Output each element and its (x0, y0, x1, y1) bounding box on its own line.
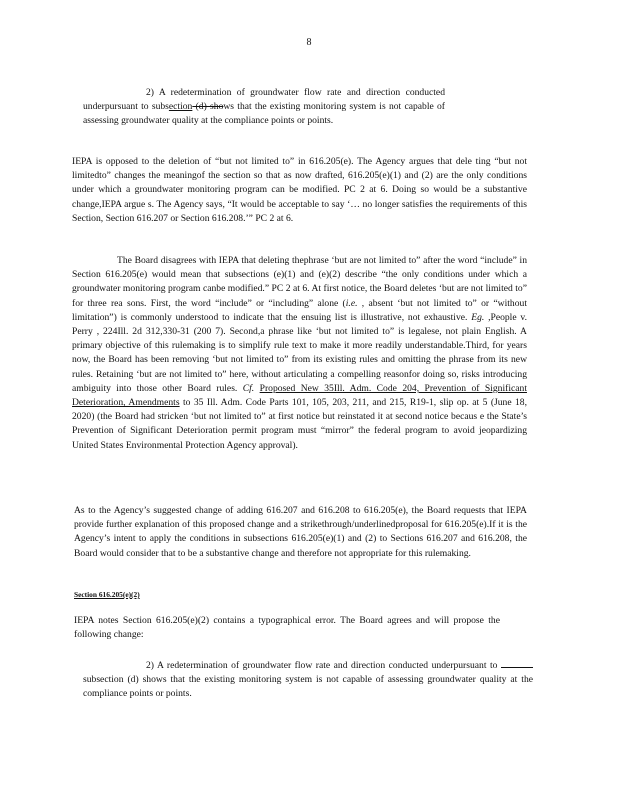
inserted-text: ection (168, 101, 193, 113)
deleted-text: (d) sho (192, 101, 224, 113)
section-heading: Section 616.205(e)(2) (74, 590, 140, 599)
quote-text: ws that the existing monitoring system is not capable of assessing groundwater quality at the compliance points or points. (83, 101, 445, 127)
italic-abbrev: Cf. (242, 382, 255, 394)
paragraph-typo-note (74, 614, 500, 642)
quoted-rule-paragraph (83, 658, 533, 702)
text-run: to 35 Ill. Adm. Code Parts 101, 105, 203, 211, and 215, R19-1, slip op. at 5 (June 18, 2020) (the Board had stricken ‘but not limited to” at first notice but reinstated it at second notice becaus e the State’s Prevention of Significant Deterioration permit program must “mirror” the federal program to avoid jeopardizing United States Environmental Protection Agency approval). (72, 397, 528, 451)
body-paragraph: IEPA notes Section 616.205(e)(2) contains a typographical error. The Board agrees and will propose the following change: (74, 615, 500, 641)
quoted-rule-text (83, 86, 445, 129)
quoted-rule-paragraph (83, 86, 445, 129)
body-paragraph: IEPA is opposed to the deletion of “but not limited to” in 616.205(e). The Agency argues that dele ting “but not limitedto” changes the meaningof the section so that as now drafted, 616.205(e)(1) and (2) are the only conditions under which a groundwater monitoring program can be modified. PC 2 at 6. Doing so would be a substantive change,IEPA argue s. The Agency says, “It would be acceptable to say ‘… no longer satisfies the requirements of this Section, Section 616.207 or Section 616.208.’” PC 2 at 6. (72, 156, 527, 224)
paragraph-agency-change (74, 504, 527, 561)
text-run: , absent ‘but not limited to” or “without limitation”) is commonly understood to indicate that the ensuing list is illustrative, not exhaustive. (72, 297, 527, 323)
quote-text: subsection (d) shows that the existing monitoring system is not capable of assessing groundwater quality at the compliance points or points. (83, 674, 533, 700)
body-paragraph (72, 254, 527, 453)
paragraph-iepa-opposition (72, 155, 527, 226)
italic-abbrev: Eg. (471, 311, 485, 323)
paragraph-board-disagrees (72, 254, 527, 453)
quoted-rule-text-proposed (83, 658, 533, 702)
text-run: The Board disagrees with IEPA that deleting thephrase ‘but are not limited to” after the word “include” in Section 616.205(e) would mean that subsections (e)(1) and (e)(2) describe “the only conditions under which a groundwater monitoring program canbe modified.” PC 2 at 6. At first notice, the Board deletes ‘but are not limited to” for three rea sons. First, the word “include” or “including” alone ( (72, 255, 527, 309)
quote-text: 2) A redetermination of groundwater flow rate and direction conducted underpursuant to subs (83, 87, 445, 113)
citation-title: Proposed New 35Ill. Adm. Code 204, Prevention of Significant Deterioration, Amendments (72, 382, 527, 409)
page-number: 8 (306, 37, 312, 48)
deleted-blank-line (501, 658, 533, 668)
italic-abbrev: i.e. (345, 297, 358, 309)
text-run: ,People v. Perry , 224Ill. 2d 312,330-31 (200 7). Second,a phrase like ‘but not limited to” is legalese, not plain English. A primary objective of this rulemaking is to simplify rule text to make it more readily understandable.Third, for years now, the Board has been removing ‘but not limited to” from its existing rules and omitting the phrase from its new rules. Retaining ‘but are not limited to” here, without articulating a compelling reasonfor doing so, risks introducing ambiguity into those other Board rules. (72, 311, 527, 394)
quote-text: 2) A redetermination of groundwater flow rate and direction conducted underpursuant to (146, 660, 501, 671)
body-paragraph: As to the Agency’s suggested change of adding 616.207 and 616.208 to 616.205(e), the Board requests that IEPA provide further explanation of this proposed change and a strikethrough/underlinedproposal for 616.205(e).If it is the Agency’s intent to apply the conditions in subsections 616.205(e)(1) and (2) to Sections 616.207 and 616.208, the Board would consider that to be a substantive change and therefore not appropriate for this rulemaking. (74, 505, 527, 559)
